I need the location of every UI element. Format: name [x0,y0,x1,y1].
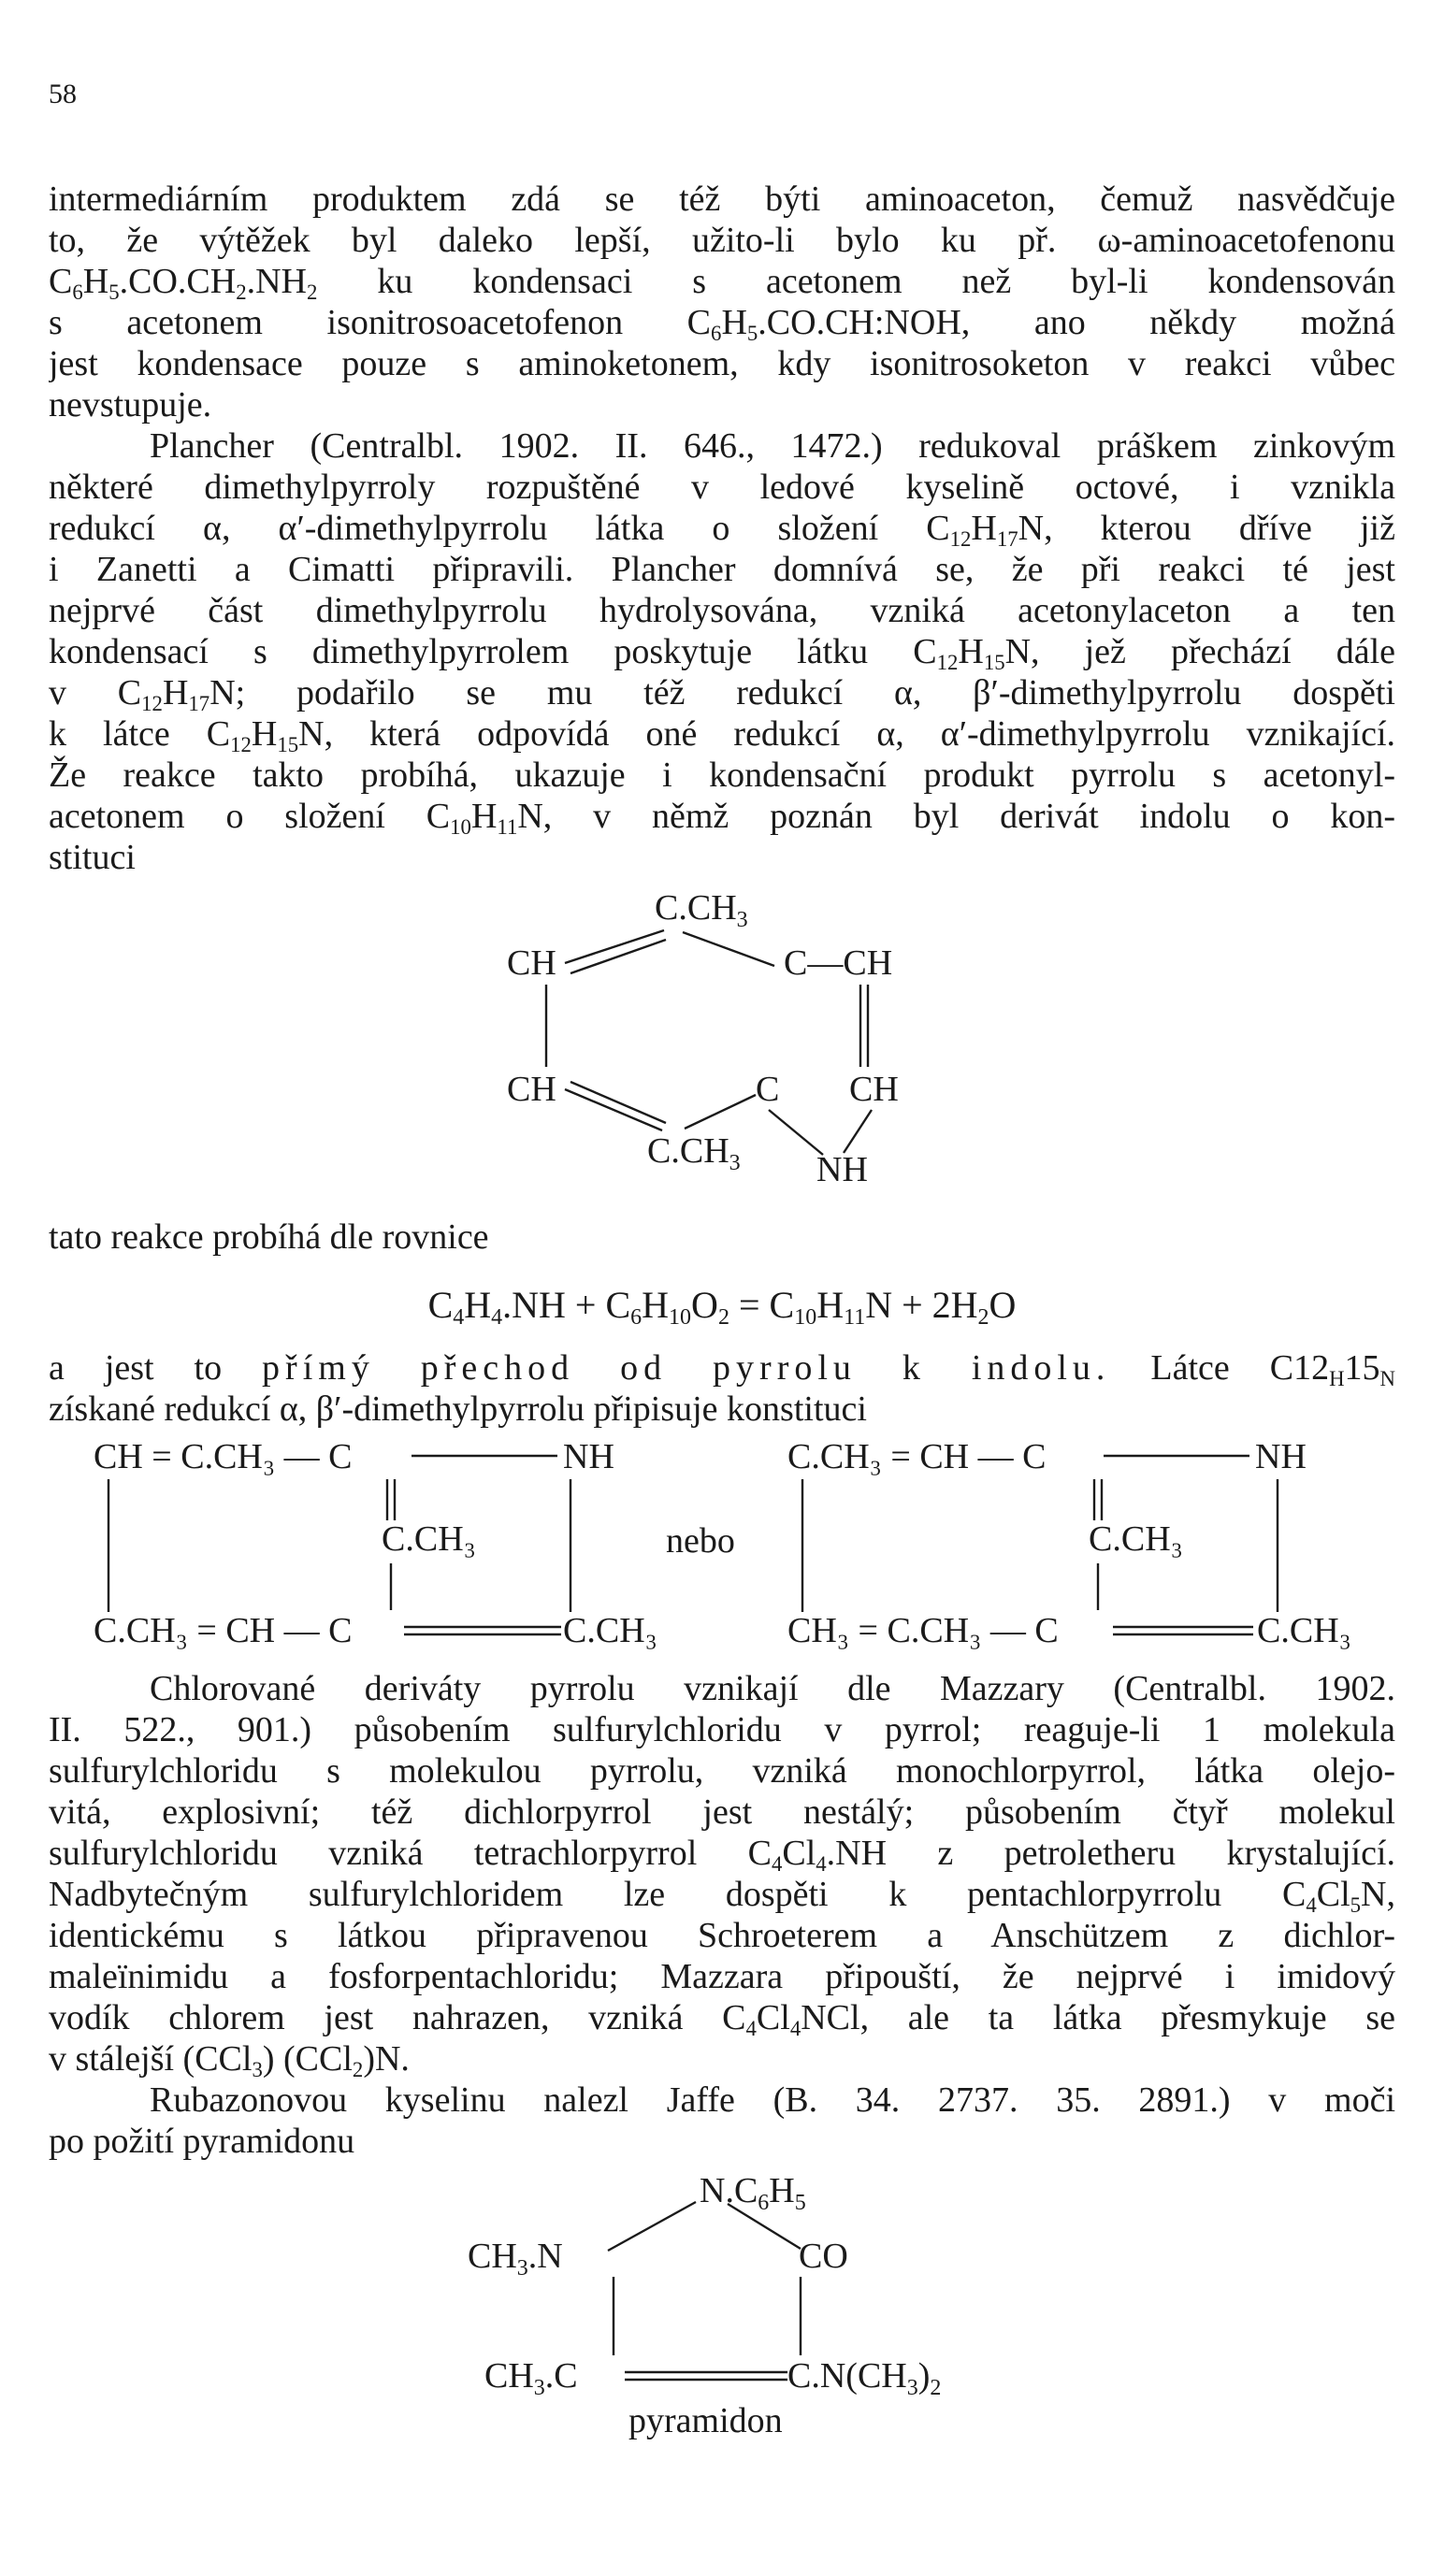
pyr-co: CO [799,2237,848,2276]
p5-line: identickému s látkou připravenou Schroeterem a Anschützem z dichlor- [49,1916,1395,1955]
pyr-ch3-c: $CH_3.C$ [484,2356,578,2400]
p2-line: nejprvé část dimethylpyrrolu hydrolysována, vzniká acetonylaceton a ten [49,591,1395,630]
indole-ch-left-top: CH [507,943,556,983]
pyr-cn: $C.N(CH_3)_2$ [787,2356,942,2400]
nebo-label: nebo [666,1521,735,1561]
p1-line: intermediárním produktem zdá se též býti aminoaceton, čemuž nasvědčuje [49,180,1395,219]
indole-structure [0,884,1444,1183]
p2-line: kondensací s dimethylpyrrolem poskytuje látku $C_{12}H_{15}N$, jež přechází dále [49,632,1395,672]
left-bottom-chain: C.CH₃ = CH — C [94,1611,353,1650]
pyr-label: pyramidon [628,2401,783,2440]
indole-c-ch3-top: $C.CH_3$ [655,888,748,932]
indole-c-ch-right: C—CH [784,943,893,983]
p2-line: Že reakce takto probíhá, ukazuje i kondensační produkt pyrrolu s acetonyl- [49,756,1395,795]
p4-line: získané redukcí α, β′-dimethylpyrrolu připisuje konstituci [49,1389,867,1429]
p1-line: jest kondensace pouze s aminoketonem, kdy isonitrosoketon v reakci vůbec [49,344,1395,383]
p1-line: s acetonem isonitrosoacetofenon $C_6H_5.CO.CH:NOH$, ano někdy možná [49,303,1395,343]
right-mid: C.CH₃ [1089,1519,1183,1559]
p2-line: v $C_{12}H_{17}N$; podařilo se mu též redukcí α, β′-dimethylpyrrolu dospěti [49,673,1395,713]
p2-line: acetonem o složení $C_{10}H_{11}N$, v němž poznán byl derivát indolu o kon- [49,797,1395,837]
paragraph-chlorinated [49,1668,1395,2080]
paragraph-rubazon [49,2080,1395,2162]
constitution-formulas [0,1431,1444,1655]
indole-c-ch3-bottom: $C.CH_3$ [647,1131,741,1175]
p4-line: a jest to přímý přechod od pyrrolu k indolu. Látce $C12_H15_N$ [49,1348,1395,1389]
left-bottom-right: C.CH₃ [563,1611,657,1650]
paragraph-reaction: tato reakce probíhá dle rovnice [49,1217,489,1257]
p5-line: vitá, explosivní; též dichlorpyrrol jest nestálý; působením čtyř molekul [49,1792,1395,1832]
p2-line: některé dimethylpyrroly rozpuštěné v ledové kyselině octové, i vznikla [49,468,1395,507]
right-bottom-right: C.CH₃ [1257,1611,1351,1650]
pyr-ch3-n: $CH_3.N$ [468,2237,563,2281]
pyramidon-structure [0,2165,1444,2445]
left-top-chain: CH = C.CH₃ — C [94,1437,353,1476]
p5-line: v stálejší (CCl$_3$) (CCl$_2$)N. [49,2039,410,2080]
paragraph-plancher [49,425,1395,878]
paragraph-indole-transition [49,1347,1395,1430]
p6-line: po požití pyramidonu [49,2122,355,2161]
p2-line: k látce $C_{12}H_{15}N$, která odpovídá oné redukcí α, α′-dimethylpyrrolu vznikající. [49,714,1395,755]
p1-line: $C_6H_5.CO.CH_2.NH_2$ ku kondensaci s acetonem než byl-li kondensován [49,262,1395,302]
right-top-nh: NH [1255,1437,1307,1476]
left-top-nh: NH [563,1437,614,1476]
right-bottom-chain: CH₃ = C.CH₃ — C [787,1611,1059,1650]
p1-line: to, že výtěžek byl daleko lepší, užito-li bylo ku př. ω-aminoacetofenonu [49,221,1395,260]
paragraph-intro [49,179,1395,425]
indole-ch-right-bottom: CH [849,1070,899,1109]
reaction-equation: $C_4H_4.NH + C_6H_{10}O_2 = C_{10}H_{11}N + 2H_2O$ [427,1284,1017,1331]
indole-ch-left-bottom: CH [507,1070,556,1109]
p2-line: Plancher (Centralbl. 1902. II. 646., 1472.) redukoval práškem zinkovým [150,426,1395,466]
indole-nh: NH [816,1150,868,1183]
page-number: 58 [49,79,77,109]
p1-line: nevstupuje. [49,385,212,425]
p5-line: II. 522., 901.) působením sulfurylchloridu v pyrrol; reaguje-li 1 molekula [49,1710,1395,1749]
p5-line: sulfurylchloridu vzniká tetrachlorpyrrol $C_4Cl_4.NH$ z petroletheru krystalující. [49,1834,1395,1874]
p2-line: i Zanetti a Cimatti připravili. Plancher domnívá se, že při reakci té jest [49,550,1395,589]
indole-c-mid: C [756,1070,780,1109]
right-top-chain: C.CH₃ = CH — C [787,1437,1047,1476]
pyr-n-top: $N.C_6H_5$ [700,2171,806,2215]
p5-line: vodík chlorem jest nahrazen, vzniká $C_4Cl_4NCl$, ale ta látka přesmykuje se [49,1998,1395,2038]
p2-line: stituci [49,838,136,877]
p5-line: sulfurylchloridu s molekulou pyrrolu, vzniká monochlorpyrrol, látka olejo- [49,1751,1395,1791]
p2-line: redukcí α, α′-dimethylpyrrolu látka o složení $C_{12}H_{17}N$, kterou dříve již [49,509,1395,549]
p5-line: maleïnimidu a fosforpentachloridu; Mazzara připouští, že nejprvé i imidový [49,1957,1395,1996]
left-mid: C.CH₃ [382,1519,476,1559]
p5-line: Nadbytečným sulfurylchloridem lze dospěti k pentachlorpyrrolu $C_4Cl_5N$, [49,1875,1395,1915]
p6-line: Rubazonovou kyselinu nalezl Jaffe (B. 34. 2737. 35. 2891.) v moči [150,2080,1395,2120]
p5-line: Chlorované deriváty pyrrolu vznikají dle Mazzary (Centralbl. 1902. [150,1669,1395,1708]
